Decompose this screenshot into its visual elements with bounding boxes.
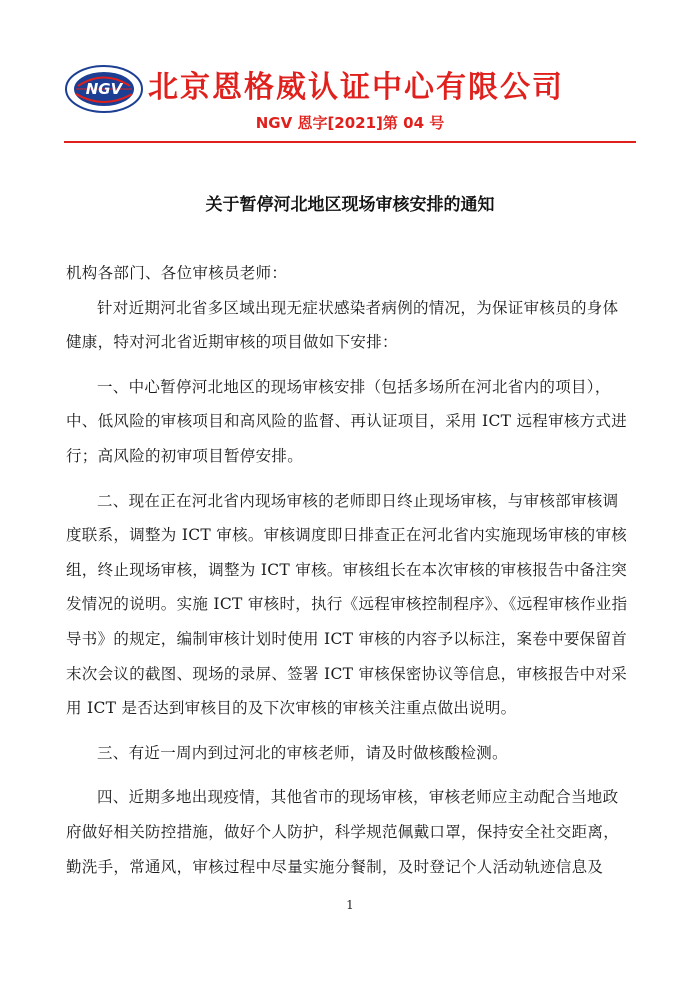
logo-text: NGV	[85, 80, 123, 98]
ngv-logo	[64, 64, 144, 114]
paragraph-item-1: 一、中心暂停河北地区的现场审核安排（包括多场所在河北省内的项目），中、低风险的审核项目和高风险的监督、再认证项目，采用 ICT 远程审核方式进行；高风险的初审项目暂停安排。	[66, 377, 628, 465]
document-number: NGV 恩字[2021]第 04 号	[255, 114, 445, 132]
paragraph-intro: 针对近期河北省多区域出现无症状感染者病例的情况，为保证审核员的身体健康，特对河北省近期审核的项目做如下安排：	[66, 298, 619, 352]
notice-title: 关于暂停河北地区现场审核安排的通知	[205, 195, 495, 215]
organization-name: 北京恩格威认证中心有限公司	[148, 70, 564, 105]
page-number: 1	[346, 898, 354, 912]
header-divider	[64, 141, 636, 143]
paragraph-item-4: 四、近期多地出现疫情，其他省市的现场审核，审核老师应主动配合当地政府做好相关防控措施，做好个人防护，科学规范佩戴口罩，保持安全社交距离，勤洗手，常通风，审核过程中尽量实施分餐制，及时登记个人活动轨迹信息及	[66, 788, 620, 876]
paragraph-item-2: 二、现在正在河北省内现场审核的老师即日终止现场审核，与审核部审核调度联系，调整为 ICT 审核。审核调度即日排查正在河北省内实施现场审核的审核组，终止现场审核，调整为 ICT 审核。审核组长在本次审核的审核报告中备注突发情况的说明。实施 ICT 审核时，执行《远程审核控制程序》、《远程审核作业指导书》的规定，编制审核计划时使用 ICT 审核的内容予以标注，案卷中要保留首末次会议的截图、现场的录屏、签署 ICT 审核保密协议等信息，审核报告中对采用 ICT 是否达到审核目的及下次审核的审核关注重点做出说明。	[66, 491, 628, 718]
salutation: 机构各部门、各位审核员老师：	[66, 264, 288, 282]
paragraph-item-3: 三、有近一周内到过河北的审核老师，请及时做核酸检测。	[97, 743, 508, 762]
notice-body	[66, 256, 634, 884]
